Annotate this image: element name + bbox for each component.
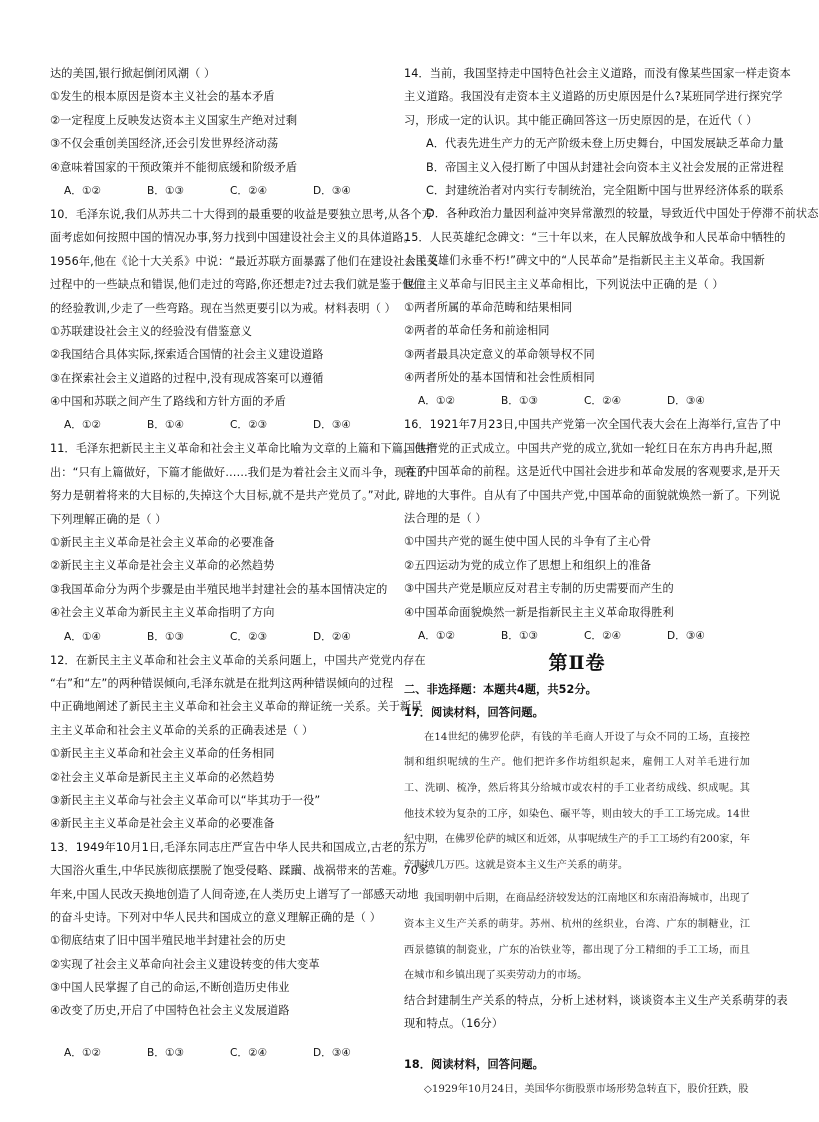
- q11-line: 下列理解正确的是（ ）: [50, 512, 167, 526]
- q16-line: 亮了中国革命的前程。这是近代中国社会进步和革命发展的客观要求,是开天: [404, 465, 781, 479]
- q15-option-a: A．①②: [418, 395, 455, 408]
- q9-option-b: B．①③: [147, 184, 184, 197]
- q18-title: 18．阅读材料，回答问题。: [404, 1058, 544, 1072]
- q16-statement-2: ②五四运动为党的成立作了思想上和组织上的准备: [404, 558, 652, 572]
- q15-statement-1: ①两者所属的革命范畴和结果相同: [404, 300, 573, 314]
- q9-statement-4: ④意味着国家的干预政策并不能彻底缓和阶级矛盾: [50, 160, 298, 174]
- q11-option-c: C．②③: [230, 630, 267, 643]
- question-17: [404, 701, 788, 1035]
- q17-material-paragraph-1: 在14世纪的佛罗伦萨，有钱的羊毛商人开设了与众不同的工场，直接控制和组织呢绒的生产。他们把许多作坊组织起来，雇佣工人对羊毛进行加工、洗刷、梳净，然后将其分给城市或农村的手工业者纺成线、织成呢。其他技术较为复杂的工序，如染色、碾平等，则由较大的手工工场完成。14世纪中期，在佛罗伦萨的城区和近郊，从事呢绒生产的手工工场约有200家，年产呢绒几万匹。这就是资本主义生产关系的萌芽。: [404, 731, 750, 871]
- q10-statement-1: ①苏联建设社会主义的经验没有借鉴意义: [50, 324, 253, 338]
- question-13: [50, 836, 430, 1065]
- q12-statement-2: ②社会主义革命是新民主主义革命的必然趋势: [50, 770, 275, 784]
- q13-line: 年来,中国人民改天换地创造了人间奇迹,在人类历史上谱写了一部感天动地: [50, 887, 419, 901]
- q15-options: [404, 389, 750, 413]
- q10-option-a: A．①②: [64, 419, 101, 432]
- q9-statement-1: ①发生的根本原因是资本主义社会的基本矛盾: [50, 90, 275, 104]
- question-14: [404, 62, 819, 226]
- q10-statement-2: ②我国结合具体实际,探索适合国情的社会主义建设道路: [50, 348, 324, 362]
- question-18: [404, 1053, 750, 1102]
- q13-statement-1: ①彻底结束了旧中国半殖民地半封建社会的历史: [50, 934, 286, 948]
- q12-statement-1: ①新民主主义革命和社会主义革命的任务相同: [50, 747, 275, 761]
- q13-statement-2: ②实现了社会主义革命向社会主义建设转变的伟大变革: [50, 957, 320, 971]
- q17-question: 现和特点。（16分）: [404, 1017, 504, 1031]
- q13-option-b: B．①③: [147, 1046, 184, 1059]
- left-column: [50, 62, 439, 1065]
- q14-option-c: C．封建统治者对内实行专制统治，完全阻断中国与世界经济体系的联系: [426, 183, 784, 197]
- q13-statement-3: ③中国人民掌握了自己的命运,不断创造历史伟业: [50, 981, 290, 995]
- q10-line: 的经验教训,少走了一些弯路。现在当然更要引以为戒。材料表明（ ）: [50, 301, 396, 315]
- q11-option-a: A．①④: [64, 630, 101, 643]
- q9-option-d: D．③④: [313, 184, 351, 197]
- q13-options: [50, 1041, 396, 1065]
- q17-material-paragraph-2: 我国明朝中后期，在商品经济较发达的江南地区和东南沿海城市，出现了资本主义生产关系的萌芽。苏州、杭州的丝织业，台湾、广东的制糖业，江西景德镇的制瓷业，广东的冶铁业等，都出现了分工精细的手工工场，而且在城市和乡镇出现了买卖劳动力的市场。: [404, 893, 750, 982]
- q18-material: [404, 1077, 750, 1103]
- q14-option-b: B．帝国主义入侵打断了中国从封建社会向资本主义社会发展的正常进程: [426, 160, 784, 174]
- q16-line: 法合理的是（ ）: [404, 512, 487, 526]
- q9-stem: 达的美国,银行掀起倒闭风潮（ ）: [50, 67, 216, 80]
- q14-line: 习，形成一定的认识。其中能正确回答这一历史原因的是，在近代（ ）: [404, 113, 758, 127]
- q14-option-a: A．代表先进生产力的无产阶级未登上历史舞台，中国发展缺乏革命力量: [426, 137, 784, 151]
- q16-option-a: A．①②: [418, 629, 455, 642]
- q15-line: 15．人民英雄纪念碑文：“三十年以来，在人民解放战争和人民革命中牺牲的: [404, 230, 786, 244]
- q16-line: 16．1921年7月23日,中国共产党第一次全国代表大会在上海举行,宣告了中: [404, 418, 782, 432]
- q14-option-d: D．各种政治力量因利益冲突异常激烈的较量，导致近代中国处于停滞不前状态: [426, 207, 819, 221]
- q13-statement-4: ④改变了历史,开启了中国特色社会主义发展道路: [50, 1004, 290, 1018]
- q9-option-c: C．②④: [230, 184, 267, 197]
- q15-option-b: B．①③: [501, 395, 538, 408]
- q12-statement-3: ③新民主主义革命与社会主义革命可以“毕其功于一役”: [50, 793, 321, 807]
- question-16: [404, 413, 782, 648]
- right-column: [404, 62, 819, 1102]
- q13-option-c: C．②④: [230, 1046, 267, 1059]
- q14-line: 14．当前，我国坚持走中国特色社会主义道路，而没有像某些国家一样走资本: [404, 67, 791, 80]
- q16-option-c: C．②④: [584, 629, 621, 642]
- q14-line: 主义道路。我国没有走资本主义道路的历史原因是什么?某班同学进行探究学: [404, 90, 783, 104]
- q13-line: 13．1949年10月1日,毛泽东同志庄严宣告中华人民共和国成立,古老的东方: [50, 840, 428, 854]
- q10-option-c: C．②③: [230, 419, 267, 432]
- q16-option-b: B．①③: [501, 629, 538, 642]
- q11-statement-1: ①新民主主义革命是社会主义革命的必要准备: [50, 536, 275, 550]
- q16-statement-3: ③中国共产党是顺应反对君主专制的历史需要而产生的: [404, 582, 674, 596]
- q16-statement-4: ④中国革命面貌焕然一新是指新民主主义革命取得胜利: [404, 605, 674, 619]
- q11-option-b: B．①③: [147, 630, 184, 643]
- q12-line: 主主义革命和社会主义革命的关系的正确表述是（ ）: [50, 723, 314, 737]
- q11-line: 出：“只有上篇做好，下篇才能做好……我们是为着社会主义而斗争，现在的: [50, 465, 429, 479]
- q12-line: “右”和“左”的两种错误倾向,毛泽东就是在批判这两种错误倾向的过程: [50, 676, 394, 690]
- q9-options: [50, 179, 396, 203]
- q11-option-d: D．②④: [313, 630, 351, 643]
- q10-statement-3: ③在探索社会主义道路的过程中,没有现成答案可以遵循: [50, 371, 324, 385]
- question-15: [404, 226, 786, 414]
- q16-option-d: D．③④: [667, 629, 705, 642]
- section-intro: 二、非选择题：本题共4题，共52分。: [404, 682, 597, 696]
- q10-option-d: D．③④: [313, 419, 351, 432]
- q15-line: 民主主义革命与旧民主主义革命相比，下列说法中正确的是（ ）: [404, 277, 724, 291]
- q13-line: 大国浴火重生,中华民族彻底摆脱了饱受侵略、蹂躏、战祸带来的苦难。70多: [50, 864, 430, 878]
- q15-line: 人民英雄们永垂不朽!”碑文中的“人民革命”是指新民主主义革命。我国新: [404, 254, 765, 268]
- q13-option-a: A．①②: [64, 1046, 101, 1059]
- q15-statement-4: ④两者所处的基本国情和社会性质相同: [404, 371, 595, 385]
- section-title: 第Ⅱ卷: [548, 651, 606, 674]
- q16-line: 国共产党的正式成立。中国共产党的成立,犹如一轮红日在东方冉冉升起,照: [404, 441, 773, 455]
- q15-option-c: C．②④: [584, 395, 621, 408]
- q15-option-d: D．③④: [667, 395, 705, 408]
- q11-line: 11．毛泽东把新民主主义革命和社会主义革命比喻为文章的上篇和下篇。他指: [50, 442, 437, 456]
- q12-line: 中正确地阐述了新民主主义革命和社会主义革命的辩证统一关系。关于新民: [50, 700, 423, 714]
- q9-option-a: A．①②: [64, 184, 101, 197]
- q17-material: [404, 725, 750, 989]
- question-12: [50, 649, 426, 836]
- q10-statement-4: ④中国和苏联之间产生了路线和方针方面的矛盾: [50, 395, 286, 409]
- q10-line: 过程中的一些缺点和错误,他们走过的弯路,你还想走?过去我们就是鉴于他们: [50, 278, 425, 292]
- q10-line: 1956年,他在《论十大关系》中说：“最近苏联方面暴露了他们在建设社会主义: [50, 254, 439, 268]
- q10-line: 面考虑如何按照中国的情况办事,努力找到中国建设社会主义的具体道路。: [50, 231, 415, 245]
- q13-option-d: D．③④: [313, 1046, 351, 1059]
- q16-statement-1: ①中国共产党的诞生使中国人民的斗争有了主心骨: [404, 535, 652, 549]
- q11-options: [50, 625, 396, 649]
- q15-statement-3: ③两者最具决定意义的革命领导权不同: [404, 347, 595, 361]
- q11-statement-2: ②新民主主义革命是社会主义革命的必然趋势: [50, 559, 275, 573]
- question-10: [50, 203, 439, 438]
- q9-statement-3: ③不仅会重创美国经济,还会引发世界经济动荡: [50, 137, 279, 151]
- q12-line: 12．在新民主主义革命和社会主义革命的关系问题上，中国共产党党内存在: [50, 653, 426, 667]
- q9-statement-2: ②一定程度上反映发达资本主义国家生产绝对过剩: [50, 113, 298, 127]
- q10-options: [50, 413, 396, 437]
- q15-statement-2: ②两者的革命任务和前途相同: [404, 324, 550, 338]
- q13-line: 的奋斗史诗。下列对中华人民共和国成立的意义理解正确的是（ ）: [50, 910, 381, 924]
- q10-option-b: B．①④: [147, 419, 184, 432]
- q10-line: 10．毛泽东说,我们从苏共二十大得到的最重要的收益是要独立思考,从各个方: [50, 207, 433, 221]
- question-9-tail: [50, 62, 396, 203]
- q11-line: 努力是朝着将来的大目标的,失掉这个大目标,就不是共产党员了。”对此,: [50, 489, 400, 503]
- q11-statement-4: ④社会主义革命为新民主主义革命指明了方向: [50, 606, 275, 620]
- q16-options: [404, 624, 750, 648]
- q11-statement-3: ③我国革命分为两个步骤是由半殖民地半封建社会的基本国情决定的: [50, 582, 388, 596]
- q18-material-paragraph: ◇1929年10月24日，美国华尔街股票市场形势急转直下，股价狂跌，股: [424, 1083, 749, 1095]
- q17-title: 17．阅读材料，回答问题。: [404, 706, 544, 720]
- q17-question: 结合封建制生产关系的特点，分析上述材料，谈谈资本主义生产关系萌芽的表: [404, 993, 788, 1007]
- q12-statement-4: ④新民主主义革命是社会主义革命的必要准备: [50, 817, 275, 831]
- q16-line: 辟地的大事件。自从有了中国共产党,中国革命的面貌就焕然一新了。下列说: [404, 488, 781, 502]
